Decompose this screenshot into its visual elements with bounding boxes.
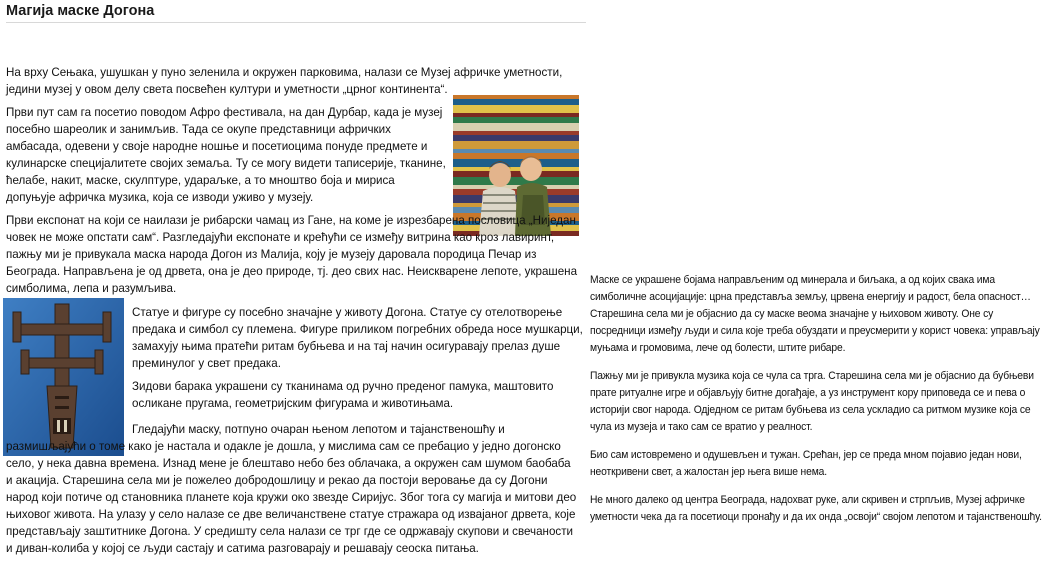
paragraph-festival: Први пут сам га посетио поводом Афро фестивала, на дан Дурбар, када је музеј посебно шареолик и занимљив. Тада се окупе представници афричких амбасада, одевени у своје народне ношње и посетиоцима понуде предмете и кулинарске специјалитете својих земаља. Ту се могу видети таписерије, тканине, ћелабе, накит, маске, скулптуре, удараљке, а то мноштво боја и мириса допуњује афричка музика, која се изводи уживо у музеју. <box>6 106 446 204</box>
paragraph-feelings: Био сам истовремено и одушевљен и тужан. Срећан, јер се преда мном појавио један нови, неоткривени свет, а жалостан јер њега више нема. <box>590 449 1022 478</box>
paragraph-intro: На врху Сењака, ушушкан у пуно зеленила и окружен парковима, налази се Музеј афричке уметности, једини музеј у овом делу света посвећен култури и уметности „црног континента“. <box>6 66 563 96</box>
paragraph-mask-colors: Маске се украшене бојама направљеним од минерала и биљака, а од којих свака има симболичне асоцијације: црна представља земљу, црвена енергију и радост, бела опасност… Старешина села ми је објаснио да су маске веома значајне у њиховом животу. Оне су посредници између људи и сила које треба обуздати и преусмерити у корист човека: управљају муњама и громовима, лече од болести, штите рибаре. <box>590 274 1040 354</box>
paragraph-village: Гледајући маску, потпуно очаран њеном лепотом и тајанственошћу и размишљајући о томе како је настала и одакле је дошла, у мислима сам се пребацио у једно догонско село, у нека давна времена. Изнад мене је блештаво небо без облачака, а окружен сам шумом баобаба и акација. Старешина села ми је пожелео добродошлицу и рекао да постоји веровање да су Догони народ који потиче од становника планете која кружи око звезде Сиријус. Због тога су магија и митови део њиховог живота. На улазу у село налазе се две величанствене статуе стражара од извајаног дрвета, које представљају заштитнике Догона. У средишту села налази се трг где се одржавају скупови и свечаности и диван-колиба у којој се људи састају и сатима разговарају и решавају сеоска питања. <box>6 423 577 555</box>
paragraph-boat: Први експонат на који се наилази је рибарски чамац из Гане, на коме је изрезбарена пословица „Ниједан човек не може опстати сам“. Разгледајући експонате и крећући се између витрина као кроз лавиринт, пажњу ми је привукала маска народа Догон из Малија, коју је музеју даровала породица Печар из Београда. Направљена је од дрвета, она је део природе, тј. део свих нас. Неисквaрене лепоте, украшена симболима, лепа и разумљива. <box>6 214 578 295</box>
paragraph-statues: Статуе и фигуре су посебно значајне у животу Догона. Статуе су отелотворење предака и симбол су племена. Фигуре приликом погребних обреда носе мушкарци, замахују њима пратећи ритам бубњева и на тај начин осигуравају прелаз душе преминулог у свет предака. <box>132 306 583 370</box>
paragraph-music: Пажњу ми је привукла музика која се чула са трга. Старешина села ми је објаснио да бубњеви прате ритуалне игре и објављују битне догађаје, а уз инструмент кору приповеда се и пева о историји свог народа. Одједном се ритам бубњева из села ускладио са ритмом музике која се чула из музеја и тако сам се вратио у реалност. <box>590 370 1034 433</box>
article-title: Магија маске Догона <box>6 3 586 23</box>
article-left-column <box>6 64 584 563</box>
paragraph-closing: Не много далеко од центра Београда, надохват руке, али скривен и стрпљив, Музеј афричке уметности чека да га посетиоци пронађу и да их онда „освоји“ својом лепотом и тајанственошћу. <box>590 494 1042 523</box>
paragraph-walls: Зидови барака украшени су тканинама од ручно преденог памука, маштовито осликане пругама, геометријским фигурама и животињама. <box>132 380 554 410</box>
article-right-column <box>590 272 1042 537</box>
